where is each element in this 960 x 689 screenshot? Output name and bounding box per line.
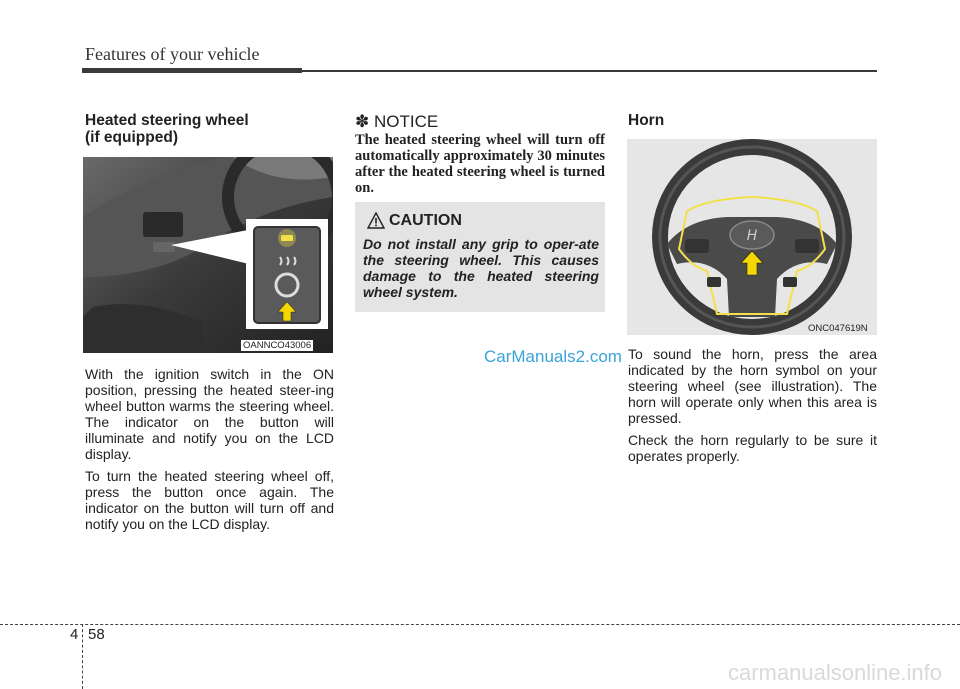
- notice-text: The heated steering wheel will turn off automatically approximately 30 minutes after the heated steering wheel is turned on.: [355, 132, 605, 196]
- chapter-number: 4: [70, 626, 79, 643]
- footer-dashed-rule: [0, 624, 960, 625]
- heading-line-1: Heated steering wheel: [85, 112, 249, 129]
- warning-triangle-icon: [367, 212, 385, 234]
- site-watermark: carmanualsonline.info: [728, 660, 943, 685]
- heated-wheel-para-2: To turn the heated steering wheel off, press the button once again. The indicator on the button will turn off and notify you on the LCD display.: [85, 468, 334, 532]
- photo-label-heated-wheel: OANNCO43006: [243, 340, 312, 351]
- header-rule-thin: [302, 70, 877, 72]
- page-number: 58: [88, 626, 105, 643]
- header-rule-thick: [82, 68, 302, 73]
- horn-body: [628, 346, 877, 470]
- caution-box: [355, 202, 605, 312]
- heated-wheel-body: [85, 366, 334, 538]
- horn-para-2: Check the horn regularly to be sure it operates properly.: [628, 432, 877, 464]
- horn-heading: Horn: [628, 112, 665, 129]
- svg-text:H: H: [746, 228, 758, 244]
- notice-star-icon: ✽: [355, 112, 370, 131]
- carmanuals-watermark: CarManuals2.com: [484, 347, 622, 366]
- caution-text: Do not install any grip to oper-ate the steering wheel. This causes damage to the heated steering wheel system.: [363, 236, 599, 300]
- heated-wheel-heading: [85, 112, 335, 146]
- page-header-title: Features of your vehicle: [85, 44, 260, 64]
- steering-wheel-illustration: [627, 139, 877, 335]
- horn-para-1: To sound the horn, press the area indicated by the horn symbol on your steering wheel (see illustration). The horn will operate only when this area is pressed.: [628, 346, 877, 426]
- heated-wheel-para-1: With the ignition switch in the ON position, pressing the heated steer-ing wheel button warms the steering wheel. The indicator on the button will illuminate and notify you on the LCD display.: [85, 366, 334, 462]
- heated-wheel-button-photo: [83, 157, 333, 353]
- heading-line-2: (if equipped): [85, 129, 178, 146]
- notice-heading: [355, 112, 438, 132]
- notice-title: NOTICE: [373, 112, 439, 131]
- footer-dashed-divider: [82, 624, 83, 689]
- caution-title: CAUTION: [389, 212, 462, 229]
- photo-label-horn: ONC047619N: [808, 323, 868, 334]
